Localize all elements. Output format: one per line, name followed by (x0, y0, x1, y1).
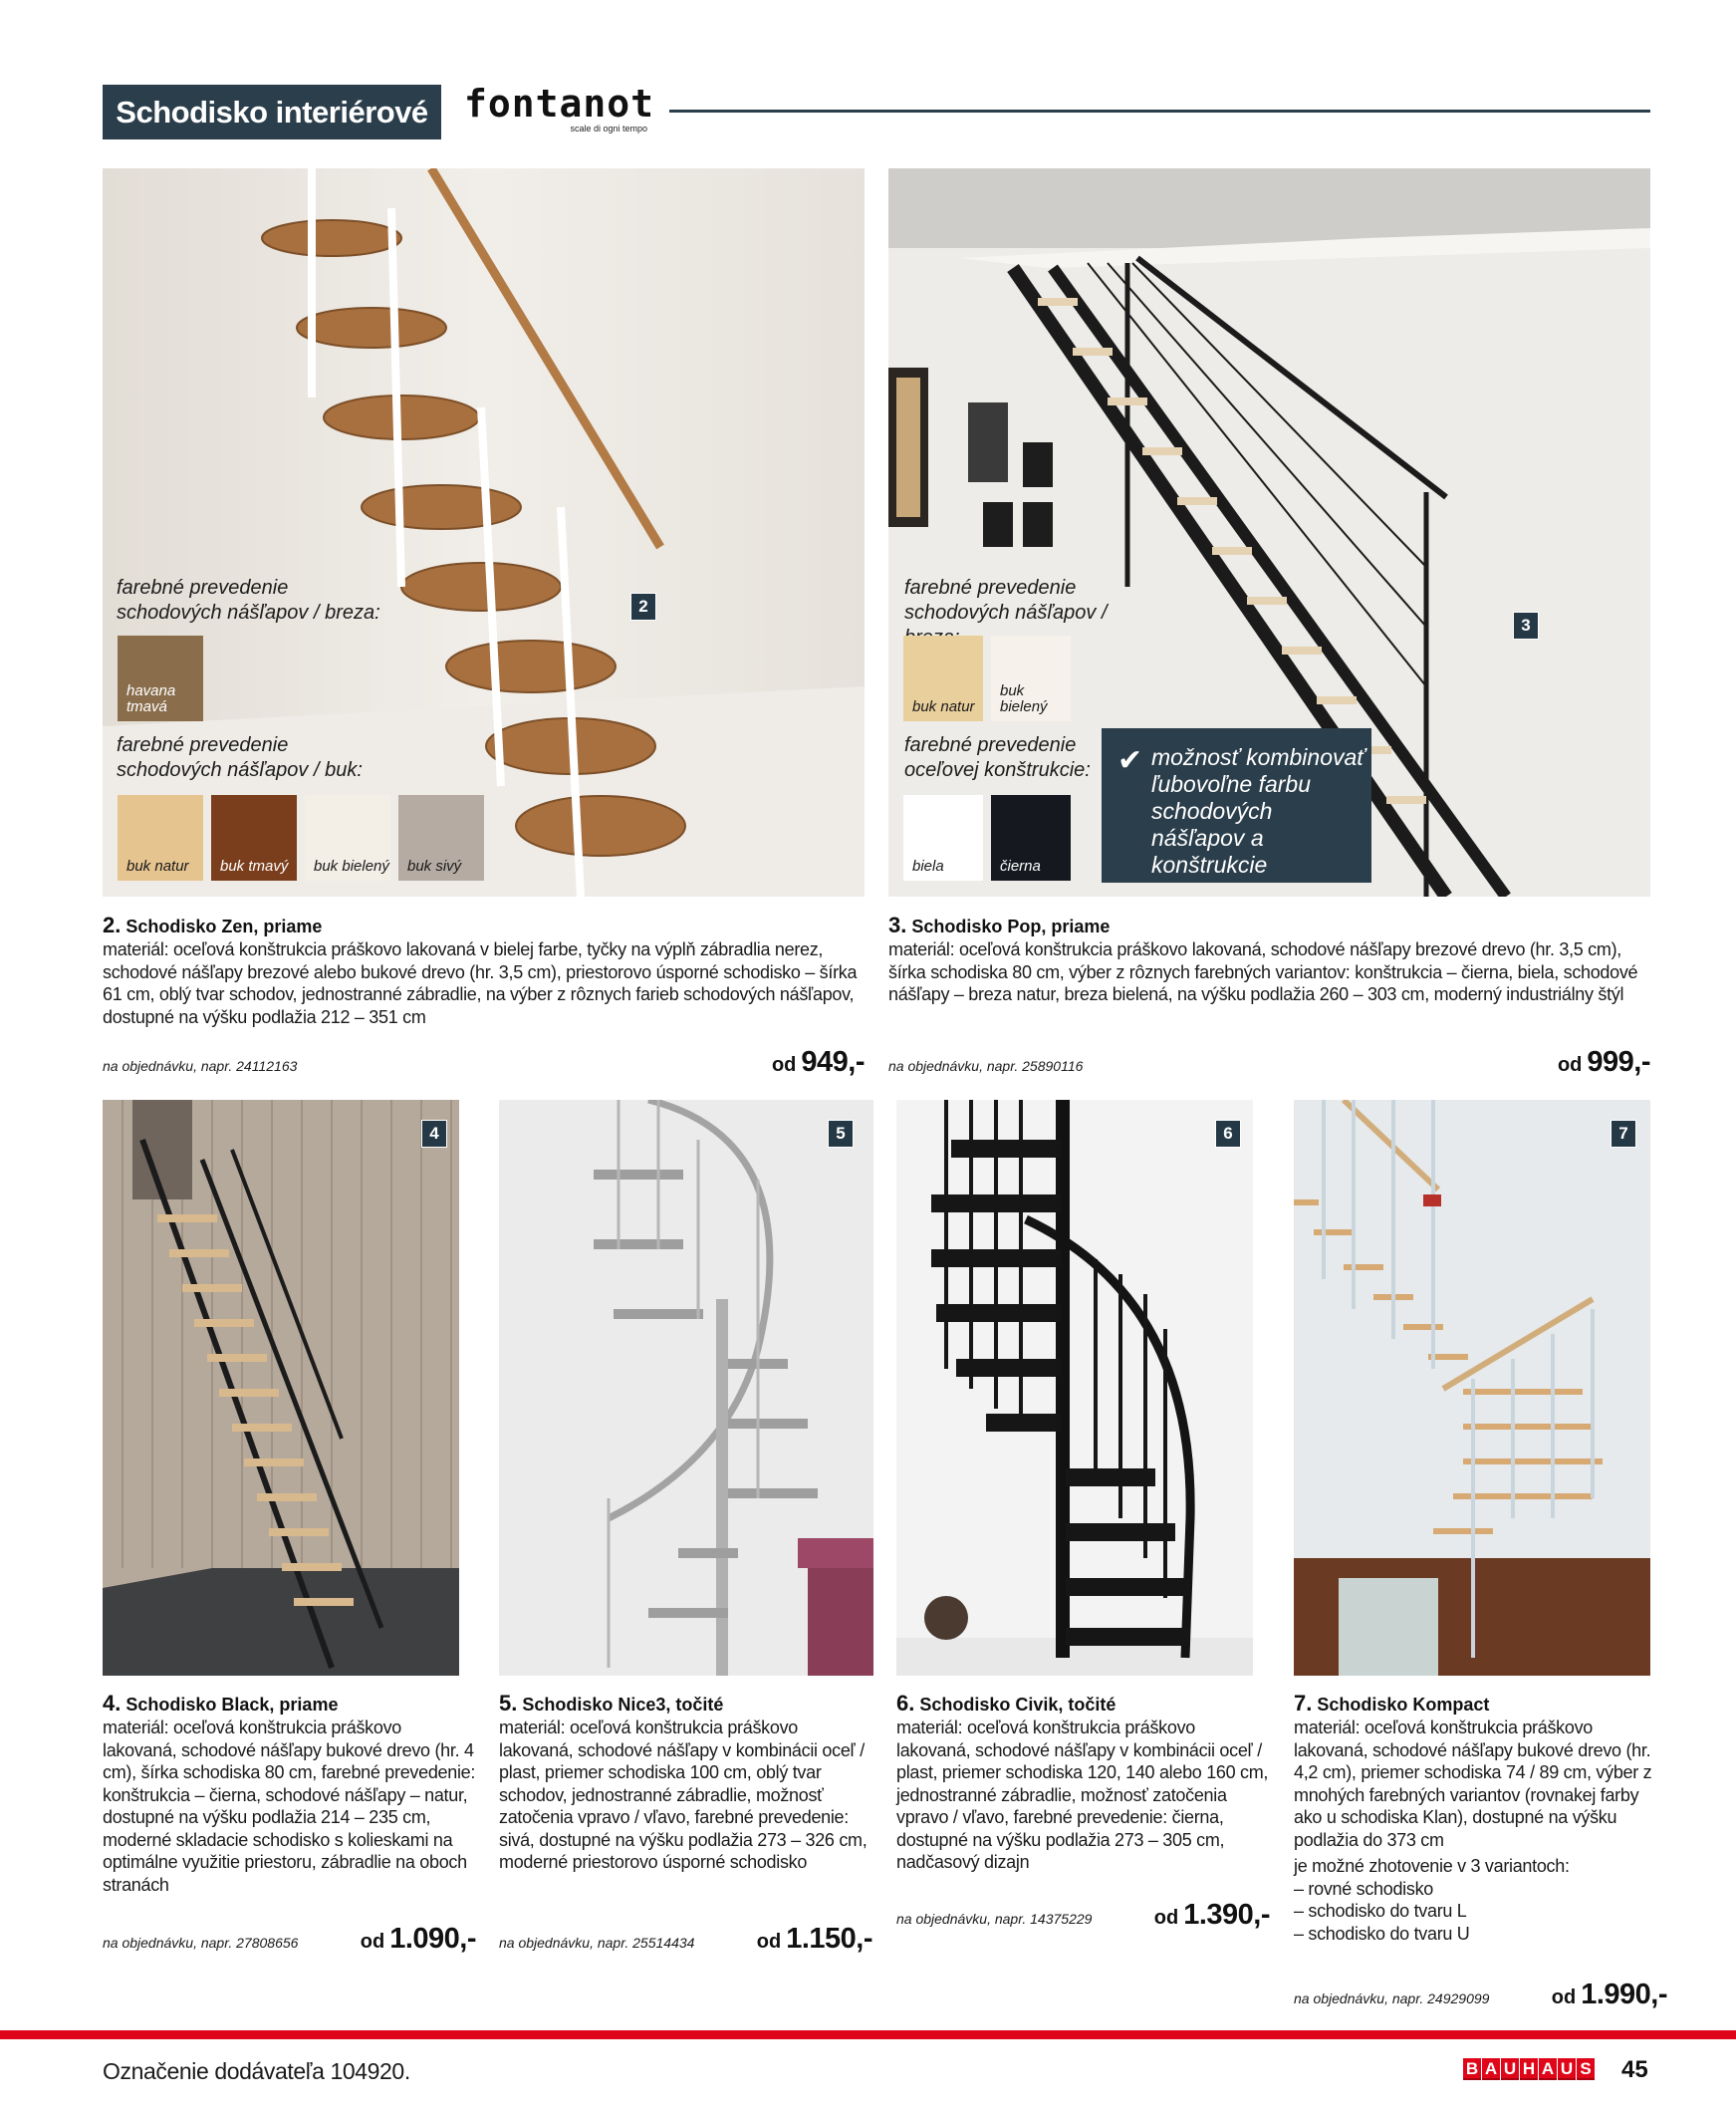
callout-text: možnosť kombinovať ľubovoľne farbu schodových nášľapov a konštrukcie (1151, 744, 1365, 878)
variant-item: – rovné schodisko (1294, 1878, 1433, 1899)
price-value: 1.090,- (389, 1923, 476, 1955)
product-description: materiál: oceľová konštrukcia práškovo lakovaná, schodové nášľapy v kombinácii oceľ / plast, priemer schodiska 100 cm, oblý tvar schodov, jednostranné zábradlie, možnosť zatočenia vpravo / vľavo, farebné prevedenie: sivá, dostupné na výšku podlažia 273 – 326 cm, moderné priestorovo úsporné schodisko (499, 1718, 868, 1872)
price (757, 1923, 872, 1956)
product-image-civik (896, 1100, 1253, 1676)
product-info-nice3 (499, 1692, 872, 1874)
brand-tagline: scale di ogni tempo (570, 124, 647, 133)
product-image-kompact (1294, 1100, 1650, 1676)
price (772, 1046, 865, 1079)
order-number: na objednávku, napr. 25890116 (888, 1058, 1084, 1074)
variants-intro: je možné zhotovenie v 3 variantoch: (1294, 1856, 1570, 1876)
product-name: Schodisko Civik, točité (919, 1695, 1116, 1715)
product-name: Schodisko Pop, priame (911, 917, 1111, 936)
product-name: Schodisko Nice3, točité (522, 1695, 724, 1715)
logo-letter: H (1520, 2058, 1538, 2080)
price-prefix: od (360, 1931, 385, 1953)
order-number: na objednávku, napr. 14375229 (896, 1911, 1093, 1927)
order-number: na objednávku, napr. 24929099 (1294, 1990, 1490, 2006)
product-info-pop (888, 914, 1650, 1006)
swatch-buk-bieleny[interactable] (305, 795, 390, 881)
swatch-label: buk bielený (314, 858, 389, 875)
section-title: Schodisko interiérové (103, 85, 441, 139)
product-image-black (103, 1100, 459, 1676)
variant-item: – schodisko do tvaru L (1294, 1901, 1467, 1921)
swatch-cierna[interactable] (991, 795, 1071, 881)
price (361, 1923, 476, 1956)
product-number: 2. (103, 913, 122, 937)
product-title (896, 1692, 1270, 1717)
supplier-note: Označenie dodávateľa 104920. (103, 2058, 410, 2084)
order-row-kompact (1294, 1979, 1667, 2011)
product-description: materiál: oceľová konštrukcia práškovo lakovaná, schodové nášľapy bukové drevo (hr. 4,2 cm), priemer schodiska 74 / 89 cm, výber z mnohých farebných variantov (rovnakej farby ako u schodiska Klan), dostupné na výšku podlažia do 373 cm (1294, 1718, 1652, 1850)
order-number: na objednávku, napr. 24112163 (103, 1058, 298, 1074)
product-image-zen (103, 168, 865, 897)
swatch-label: buk natur (912, 698, 975, 715)
swatch-label: biela (912, 858, 944, 875)
price (1154, 1899, 1270, 1932)
product-badge: 7 (1611, 1120, 1636, 1148)
bauhaus-logo (1463, 2058, 1595, 2080)
footer-bar (0, 2030, 1736, 2039)
brand-wordmark: fontanot (464, 82, 655, 126)
swatch-label: havana tmavá (126, 682, 176, 715)
swatch-buk-bieleny[interactable] (991, 636, 1071, 721)
swatch-havana-tmava[interactable] (118, 636, 203, 721)
product-badge: 6 (1215, 1120, 1241, 1148)
swatch-buk-sivy[interactable] (398, 795, 484, 881)
product-description: materiál: oceľová konštrukcia práškovo lakovaná, schodové nášľapy brezové drevo (hr. 3,5 cm), šírka schodiska 80 cm, výber z rôznych farebných variantov: konštrukcia – čierna, biela, schodové nášľapy – breza natur, breza bielená, na výšku podlažia 260 – 303 cm, moderný industriálny štýl (888, 939, 1638, 1004)
product-image-nice3 (499, 1100, 873, 1676)
price (1552, 1979, 1667, 2011)
swatch-heading-breza: farebné prevedenie schodových nášľapov / breza: (117, 577, 380, 624)
product-info-civik (896, 1692, 1270, 1874)
product-title (888, 914, 1650, 938)
product-name: Schodisko Kompact (1317, 1695, 1490, 1715)
product-badge: 5 (828, 1120, 854, 1148)
product-badge: 2 (630, 593, 656, 621)
swatch-label: buk sivý (407, 858, 462, 875)
order-number: na objednávku, napr. 27808656 (103, 1935, 299, 1951)
swatch-buk-tmavy[interactable] (211, 795, 297, 881)
logo-letter: U (1501, 2058, 1519, 2080)
product-number: 4. (103, 1691, 122, 1716)
product-description: materiál: oceľová konštrukcia práškovo lakovaná v bielej farbe, tyčky na výplň zábradlia nerez, schodové nášľapy brezové alebo bukové drevo (hr. 3,5 cm), priestorovo úsporné schodisko – šírka 61 cm, oblý tvar schodov, jednostranné zábradlie, na výber z rôznych farieb schodových nášľapov, dostupné na výšku podlažia 212 – 351 cm (103, 939, 858, 1027)
order-row-zen (103, 1046, 865, 1079)
swatch-buk-natur[interactable] (118, 795, 203, 881)
swatch-heading-steel: farebné prevedenie oceľovej konštrukcie: (904, 734, 1091, 781)
price-prefix: od (1153, 1907, 1179, 1929)
price-value: 949,- (801, 1046, 865, 1078)
logo-letter: A (1539, 2058, 1557, 2080)
price-prefix: od (1557, 1054, 1583, 1076)
product-info-zen (103, 914, 865, 1028)
swatch-label: čierna (1000, 858, 1041, 875)
order-number: na objednávku, napr. 25514434 (499, 1935, 695, 1951)
product-number: 5. (499, 1691, 518, 1716)
product-info-kompact (1294, 1692, 1667, 1945)
zen-stair-illustration (103, 168, 865, 897)
civik-stair-illustration (896, 1100, 1253, 1676)
product-number: 6. (896, 1691, 915, 1716)
price-value: 999,- (1587, 1046, 1650, 1078)
product-name: Schodisko Black, priame (125, 1695, 339, 1715)
swatch-heading-buk: farebné prevedenie schodových nášľapov / buk: (117, 734, 363, 781)
swatch-heading-breza: farebné prevedenie schodových nášľapov / (904, 577, 1108, 624)
page-number: 45 (1621, 2056, 1648, 2083)
price-prefix: od (1551, 1986, 1577, 2008)
header-divider (669, 110, 1650, 113)
price-value: 1.990,- (1581, 1979, 1667, 2010)
order-row-pop (888, 1046, 1650, 1079)
fontanot-logo (464, 84, 653, 139)
product-title (1294, 1692, 1667, 1717)
product-number: 3. (888, 913, 907, 937)
swatch-label: buk tmavý (220, 858, 289, 875)
swatch-label: buk bielený (1000, 682, 1048, 715)
product-badge: 4 (421, 1120, 447, 1148)
order-row-black (103, 1923, 476, 1956)
nice3-stair-illustration (499, 1100, 873, 1676)
order-row-civik (896, 1899, 1270, 1932)
price-value: 1.150,- (786, 1923, 872, 1955)
price (1558, 1046, 1650, 1079)
logo-letter: B (1463, 2058, 1481, 2080)
order-row-nice3 (499, 1923, 872, 1956)
product-name: Schodisko Zen, priame (125, 917, 323, 936)
price-value: 1.390,- (1183, 1899, 1270, 1931)
black-stair-illustration (103, 1100, 459, 1676)
product-number: 7. (1294, 1691, 1313, 1716)
swatch-buk-natur[interactable] (903, 636, 983, 721)
product-title (103, 914, 865, 938)
price-prefix: od (756, 1931, 782, 1953)
price-prefix: od (771, 1054, 797, 1076)
logo-letter: A (1482, 2058, 1500, 2080)
logo-letter: S (1577, 2058, 1595, 2080)
checkmark-icon: ✔ (1117, 744, 1143, 777)
swatch-label: buk natur (126, 858, 189, 875)
logo-letter: U (1558, 2058, 1576, 2080)
product-description: materiál: oceľová konštrukcia práškovo lakovaná, schodové nášľapy v kombinácii oceľ / plast, priemer schodiska 120, 140 alebo 160 cm, jednostranné zábradlie, možnosť zatočenia vpravo / vľavo, farebné prevedenie: čierna, dostupné na výšku podlažia 273 – 305 cm, nadčasový dizajn (896, 1718, 1269, 1872)
swatch-biela[interactable] (903, 795, 983, 881)
combination-callout (1102, 728, 1371, 883)
kompact-stair-illustration (1294, 1100, 1650, 1676)
product-description: materiál: oceľová konštrukcia práškovo lakovaná, schodové nášľapy bukové drevo (hr. 4 cm), šírka schodiska 80 cm, farebné prevedenie: konštrukcia – čierna, schodové nášľapy – natur, dostupné na výšku podlažia 214 – 235 cm, moderné skladacie schodisko s kolieskami na optimálne využitie priestoru, zábradlie na oboch stranách (103, 1718, 476, 1895)
variant-item: – schodisko do tvaru U (1294, 1923, 1470, 1944)
product-badge: 3 (1513, 612, 1539, 640)
product-info-black (103, 1692, 476, 1896)
product-title (103, 1692, 476, 1717)
product-title (499, 1692, 872, 1717)
